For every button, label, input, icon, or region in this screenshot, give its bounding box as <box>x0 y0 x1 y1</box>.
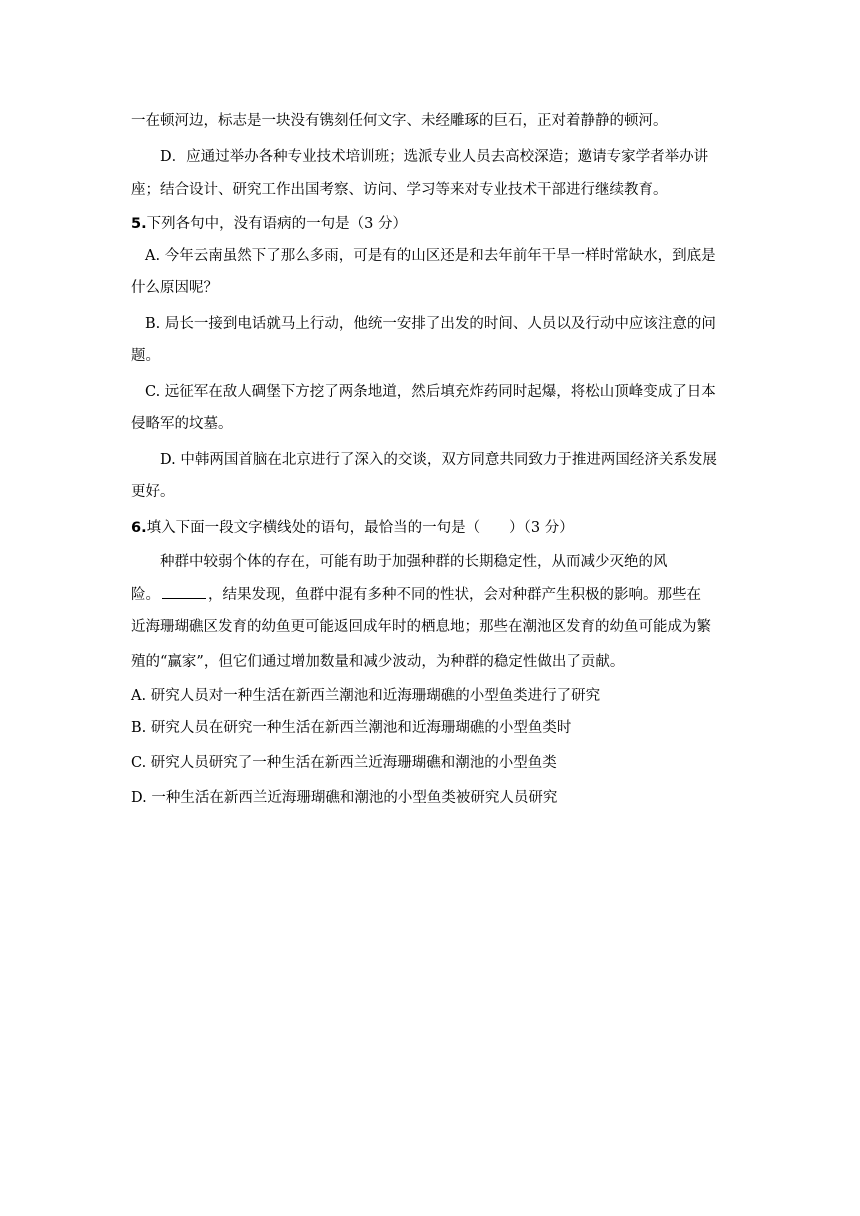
q6-option-c: C. 研究人员研究了一种生活在新西兰近海珊瑚礁和潮池的小型鱼类 <box>131 755 557 771</box>
q6-passage-line: 近海珊瑚礁区发育的幼鱼更可能返回成年时的栖息地；那些在潮池区发育的幼鱼可能成为繁 <box>131 619 711 635</box>
question-text: 下列各句中，没有语病的一句是（3 分） <box>146 216 407 232</box>
q6-option-b: B. 研究人员在研究一种生活在新西兰潮池和近海珊瑚礁的小型鱼类时 <box>131 720 572 736</box>
q6-passage-line: 殖的“赢家”，但它们通过增加数量和减少波动，为种群的稳定性做出了贡献。 <box>131 654 625 670</box>
q5-option-a: A. 今年云南虽然下了那么多雨，可是有的山区还是和去年前年干旱一样时常缺水，到底是 <box>145 248 716 264</box>
paragraph-line: 一在顿河边，标志是一块没有镌刻任何文字、未经雕琢的巨石，正对着静静的顿河。 <box>131 113 668 129</box>
q5-option-c: C. 远征军在敌人碉堡下方挖了两条地道，然后填充炸药同时起爆，将松山顶峰变成了日本 <box>145 384 716 400</box>
q5-option-d: D. 中韩两国首脑在北京进行了深入的交谈，双方同意共同致力于推进两国经济关系发展 <box>160 452 717 468</box>
fill-in-blank <box>162 584 206 599</box>
question-5-stem <box>131 214 407 234</box>
option-d-line: D．应通过举办各种专业技术培训班；选派专业人员去高校深造；邀请专家学者举办讲 <box>160 149 709 165</box>
passage-text: ，结果发现，鱼群中混有多种不同的性状，会对种群产生积极的影响。那些在 <box>208 587 701 603</box>
q6-passage-line <box>131 584 701 605</box>
q6-option-d: D. 一种生活在新西兰近海珊瑚礁和潮池的小型鱼类被研究人员研究 <box>131 790 558 806</box>
passage-text: 险。 <box>131 587 160 603</box>
q5-option-a-cont: 什么原因呢？ <box>131 280 218 296</box>
q5-option-c-cont: 侵略军的坟墓。 <box>131 416 233 432</box>
question-number: 6. <box>131 520 147 536</box>
question-6-stem <box>131 518 574 538</box>
q6-passage-line: 种群中较弱个体的存在，可能有助于加强种群的长期稳定性，从而减少灭绝的风 <box>160 554 668 570</box>
q5-option-b: B. 局长一接到电话就马上行动，他统一安排了出发的时间、人员以及行动中应该注意的问 <box>145 316 716 332</box>
q6-option-a: A. 研究人员对一种生活在新西兰潮池和近海珊瑚礁的小型鱼类进行了研究 <box>131 688 601 704</box>
q5-option-d-cont: 更好。 <box>131 484 175 500</box>
question-text: 填入下面一段文字横线处的语句，最恰当的一句是（ ）（3 分） <box>146 520 574 536</box>
q5-option-b-cont: 题。 <box>131 348 160 364</box>
question-number: 5. <box>131 216 147 232</box>
option-d-line: 座；结合设计、研究工作出国考察、访问、学习等来对专业技术干部进行继续教育。 <box>131 182 668 198</box>
